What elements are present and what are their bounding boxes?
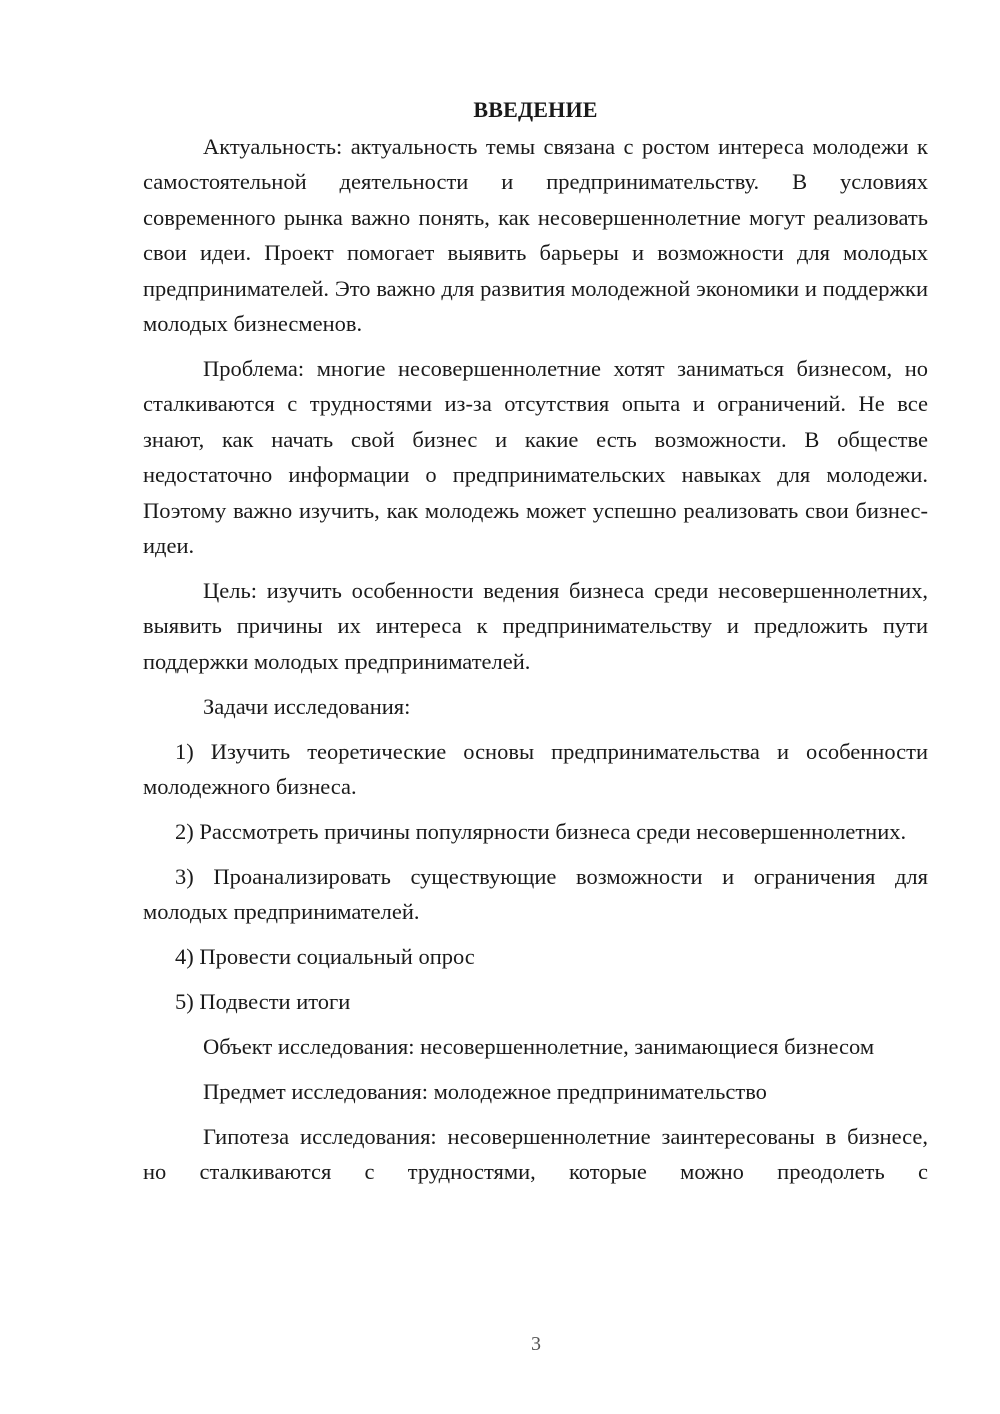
- research-object-paragraph: Объект исследования: несовершеннолетние, занимающиеся бизнесом: [203, 1033, 875, 1059]
- document-page: [143, 92, 928, 1199]
- task-item-4: 4) Провести социальный опрос: [175, 944, 475, 970]
- task-item-2: 2) Рассмотреть причины популярности бизнеса среди несовершеннолетних.: [175, 818, 907, 844]
- relevance-paragraph: Актуальность: актуальность темы связана с ростом интереса молодежи к самостоятельной деятельности и предпринимательству. В условиях современного рынка важно понять, как несовершеннолетние могут реализовать свои идеи. Проект помогает выявить барьеры и возможности для молодых предпринимателей. Это важно для развития молодежной экономики и поддержки молодых бизнесменов.: [143, 134, 928, 337]
- task-item-3: 3) Проанализировать существующие возможности и ограничения для молодых предпринимателей.: [143, 863, 928, 925]
- goal-paragraph: Цель: изучить особенности ведения бизнеса среди несовершеннолетних, выявить причины их интереса к предпринимательству и предложить пути поддержки молодых предпринимателей.: [143, 577, 928, 674]
- task-item-1: 1) Изучить теоретические основы предпринимательства и особенности молодежного бизнеса.: [143, 738, 928, 799]
- problem-paragraph: Проблема: многие несовершеннолетние хотят заниматься бизнесом, но сталкиваются с трудностями из-за отсутствия опыта и ограничений. Не все знают, как начать свой бизнес и какие есть возможности. В обществе недостаточно информации о предпринимательских навыках для молодежи. Поэтому важно изучить, как молодежь может успешно реализовать свои бизнес-идеи.: [143, 355, 928, 558]
- tasks-heading: Задачи исследования:: [203, 693, 411, 719]
- hypothesis-paragraph: Гипотеза исследования: несовершеннолетние заинтересованы в бизнесе, но сталкиваются с трудностями, которые можно преодолеть с: [143, 1123, 928, 1185]
- research-subject-paragraph: Предмет исследования: молодежное предпринимательство: [203, 1078, 767, 1104]
- page-number: 3: [531, 1333, 541, 1355]
- task-item-5: 5) Подвести итоги: [175, 988, 351, 1014]
- page-title: ВВЕДЕНИЕ: [473, 97, 598, 122]
